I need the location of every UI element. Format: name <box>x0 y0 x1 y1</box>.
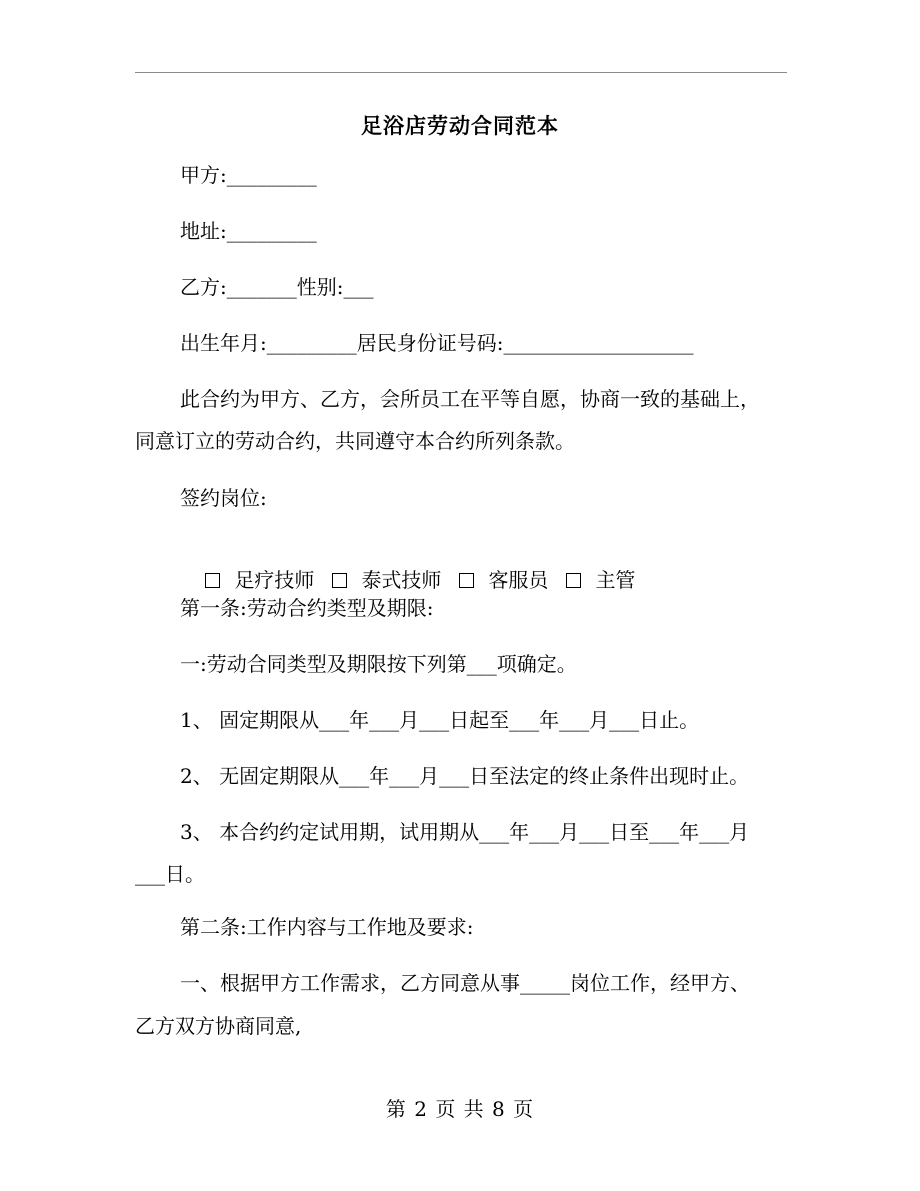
position-option[interactable] <box>459 566 548 594</box>
document-title: 足浴店劳动合同范本 <box>361 113 559 138</box>
position-option[interactable] <box>566 566 635 594</box>
header-rule <box>135 72 787 73</box>
birth-id-field: 出生年月:_________居民身份证号码:___________________ <box>180 331 694 355</box>
position-option[interactable] <box>332 566 441 594</box>
article-1-item-3-line-2: ___日。 <box>135 862 205 886</box>
page-footer: 第 2 页 共 8 页 <box>385 1097 535 1121</box>
intro-line-1: 此合约为甲方、乙方，会所员工在平等自愿，协商一致的基础上， <box>180 387 760 411</box>
article-2-heading: 第二条:工作内容与工作地及要求: <box>180 915 474 939</box>
article-2-para-line-2: 乙方双方协商同意, <box>135 1014 302 1038</box>
position-option-label: 主管 <box>595 568 636 592</box>
position-label: 签约岗位: <box>180 486 267 510</box>
position-option-label: 泰式技师 <box>361 568 442 592</box>
address-field: 地址:_________ <box>180 219 317 243</box>
position-option[interactable] <box>205 566 314 594</box>
article-1-item-3-line-1: 3、 本合约约定试用期，试用期从___年___月___日至___年___月 <box>180 820 750 844</box>
checkbox-icon[interactable] <box>205 573 220 588</box>
checkbox-icon[interactable] <box>459 573 474 588</box>
article-1-sub-1: 一:劳动合同类型及期限按下列第___项确定。 <box>180 652 577 676</box>
article-1-heading: 第一条:劳动合约类型及期限: <box>180 596 434 620</box>
intro-line-2: 同意订立的劳动合约，共同遵守本合约所列条款。 <box>135 429 575 453</box>
checkbox-icon[interactable] <box>332 573 347 588</box>
party-b-field: 乙方:_______性别:___ <box>180 275 374 299</box>
checkbox-icon[interactable] <box>566 573 581 588</box>
article-1-item-1: 1、 固定期限从___年___月___日起至___年___月___日止。 <box>180 708 700 732</box>
position-option-label: 客服员 <box>488 568 549 592</box>
party-a-field: 甲方:_________ <box>180 163 317 187</box>
position-option-label: 足疗技师 <box>234 568 315 592</box>
article-2-para-line-1: 一、根据甲方工作需求，乙方同意从事_____岗位工作，经甲方、 <box>180 971 750 995</box>
article-1-item-2: 2、 无固定期限从___年___月___日至法定的终止条件出现时止。 <box>180 764 750 788</box>
